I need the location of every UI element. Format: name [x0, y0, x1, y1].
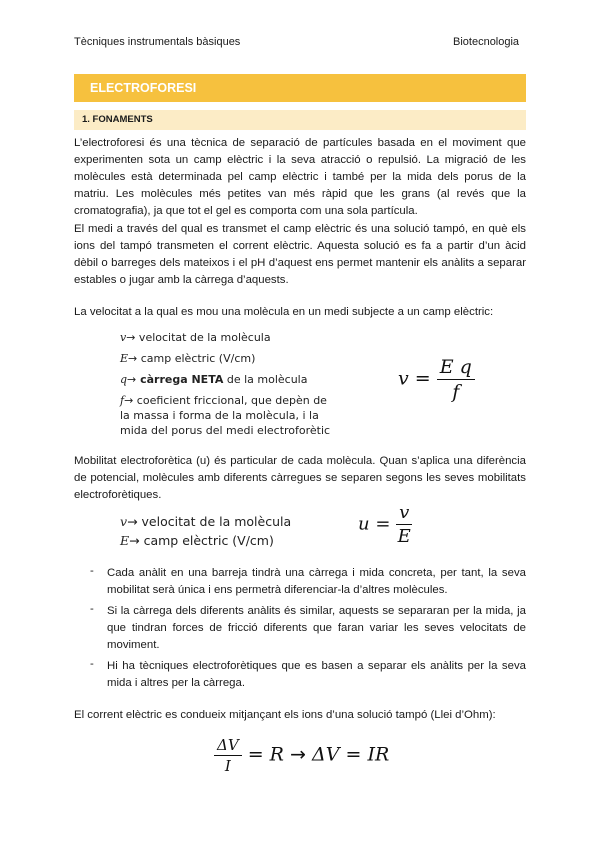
bullet-item: Hi ha tècniques electroforètiques que es basen a separar els anàlits per la seva mida i altres per la càrrega. — [107, 660, 526, 689]
paragraph-ohm: El corrent elèctric es condueix mitjançant els ions d’una solució tampó (Llei d’Ohm): — [74, 709, 496, 721]
paragraph-buffer: El medi a través del qual es transmet el camp elèctric és una solució tampó, en què els ions del tampó transmeten el corrent elèctric. Aquesta solució es fa a partir d’un àcid dèbil o barreges dels mateixos i el pH d’aquest ens permet mantenir els anàlits a separar estables o jugar amb la càrrega d’aquests. — [74, 223, 526, 286]
definition-line: q→ càrrega NETA de la molècula — [120, 373, 308, 386]
ohm-law-formula: $\frac{\Delta V}{I}$ = R → ΔV = IR — [214, 736, 389, 775]
mobility-formula: u = $\frac{v}{E}$ — [358, 502, 411, 547]
definition-line: la massa i forma de la molècula, i la — [120, 409, 319, 422]
paragraph-mobility: Mobilitat electroforètica (u) és particular de cada molècula. Quan s’aplica una diferència de potencial, molècules amb diferents càrregues se separen segons les seves mobilitats electroforètiques. — [74, 455, 526, 501]
bullet-item: Si la càrrega dels diferents anàlits és similar, aquests se separaran per la mida, ja que tindran forces de fricció diferents que faran variar les seves velocitats de moviment. — [107, 605, 526, 651]
velocity-formula: v = $\frac{\text{E q}}{f}$ — [398, 356, 475, 403]
definition-line: E→ camp elèctric (V/cm) — [120, 352, 256, 365]
bullet-item: Cada anàlit en una barreja tindrà una càrrega i mida concreta, per tant, la seva mobilitat serà única i ens permetrà diferenciar-la d’altres molècules. — [107, 567, 526, 596]
section-heading: 1. FONAMENTS — [74, 110, 526, 130]
header-course-title: Tècniques instrumentals bàsiques — [74, 36, 241, 48]
definition-line: v→ velocitat de la molècula — [120, 331, 271, 344]
paragraph-intro: L’electroforesi és una tècnica de separació de partícules basada en el moviment que experimenten sota un camp elèctric i la seva atracció o repulsió. La migració de les molècules està determinada pel camp elèctric i també per la mida dels porus de la matriu. Les molècules més petites van més ràpid que les grans (al revés que la cromatografia), ja que tot el gel es comporta com una sola partícula. — [74, 137, 526, 217]
chapter-title: ELECTROFORESI — [74, 74, 526, 102]
definition-line: E→ camp elèctric (V/cm) — [120, 533, 274, 548]
bullet-marker: - — [90, 565, 94, 577]
velocity-definitions — [120, 330, 360, 438]
mobility-definitions — [120, 512, 360, 550]
definition-line: mida del porus del medi electroforètic — [120, 424, 331, 437]
definition-line: f→ coeficient friccional, que depèn de — [120, 394, 327, 407]
header-subject: Biotecnologia — [453, 36, 520, 48]
bullet-marker: - — [90, 603, 94, 615]
definition-line: v→ velocitat de la molècula — [120, 514, 292, 529]
bullet-marker: - — [90, 658, 94, 670]
paragraph-velocity: La velocitat a la qual es mou una molècula en un medi subjecte a un camp elèctric: — [74, 306, 494, 318]
